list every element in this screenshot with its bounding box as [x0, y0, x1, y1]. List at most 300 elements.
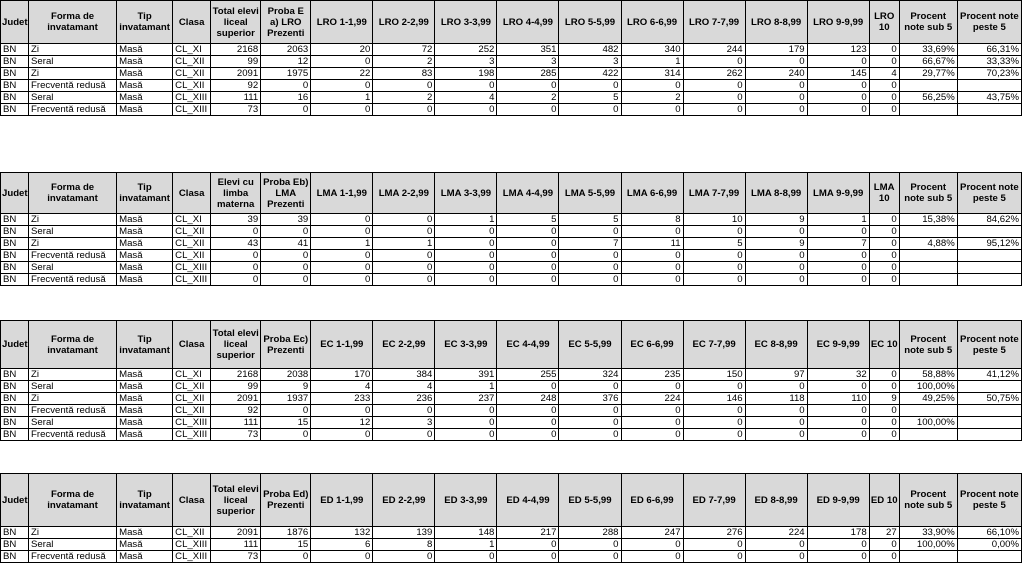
table-cell: 0	[435, 226, 497, 238]
table-cell: 9	[745, 238, 807, 250]
table-row	[1, 80, 1022, 92]
table-cell: 0	[869, 80, 899, 92]
column-header: Procent note peste 5	[957, 173, 1021, 214]
table-cell: 70,23%	[957, 68, 1021, 80]
table-cell: 0	[683, 381, 745, 393]
table-cell: Seral	[29, 381, 117, 393]
table-cell: Masă	[117, 262, 173, 274]
table-cell: CL_XII	[173, 226, 211, 238]
column-header: EC 2-2,99	[373, 321, 435, 369]
column-header: EC 7-7,99	[683, 321, 745, 369]
table-cell: 111	[211, 92, 261, 104]
table-cell: 0	[683, 539, 745, 551]
table-cell: 0	[559, 250, 621, 262]
table-cell: 8	[373, 539, 435, 551]
column-header: EC 9-9,99	[807, 321, 869, 369]
table-cell: 10	[683, 214, 745, 226]
table-cell: 224	[745, 527, 807, 539]
column-header: Elevi cu limba materna	[211, 173, 261, 214]
table-cell: 3	[373, 417, 435, 429]
table-cell: 1	[311, 238, 373, 250]
table-cell: 99	[211, 56, 261, 68]
table-cell: 0	[311, 56, 373, 68]
table-cell: BN	[1, 214, 29, 226]
column-header: LMA 6-6,99	[621, 173, 683, 214]
table-cell: 0	[559, 226, 621, 238]
table-cell: 83	[373, 68, 435, 80]
table-cell: 0	[807, 262, 869, 274]
table-cell: Masă	[117, 238, 173, 250]
table-cell: 0	[745, 417, 807, 429]
table-cell: 73	[211, 551, 261, 563]
column-header: Forma de invatamant	[29, 173, 117, 214]
table-row	[1, 250, 1022, 262]
table-cell: 20	[311, 44, 373, 56]
column-header: EC 8-8,99	[745, 321, 807, 369]
table-cell: 111	[211, 539, 261, 551]
table-cell: 0	[497, 262, 559, 274]
table-cell: 2	[373, 92, 435, 104]
column-header: LRO 9-9,99	[807, 1, 869, 44]
table-cell: BN	[1, 92, 29, 104]
table-cell: 0,00%	[957, 539, 1021, 551]
table-cell: CL_XIII	[173, 262, 211, 274]
table-cell: 0	[373, 80, 435, 92]
column-header: EC 4-4,99	[497, 321, 559, 369]
table-cell: 1	[435, 214, 497, 226]
table-cell	[899, 104, 957, 116]
table-cell: 118	[745, 393, 807, 405]
table-row	[1, 429, 1022, 441]
table-cell: Zi	[29, 369, 117, 381]
table-cell: CL_XII	[173, 381, 211, 393]
table-cell: 0	[869, 238, 899, 250]
table-cell: 0	[745, 80, 807, 92]
table-cell: 58,88%	[899, 369, 957, 381]
table-cell: 9	[869, 393, 899, 405]
column-header: Procent note sub 5	[899, 173, 957, 214]
table-row	[1, 539, 1022, 551]
table-cell: 324	[559, 369, 621, 381]
table-cell: Frecventă redusă	[29, 429, 117, 441]
column-header: ED 8-8,99	[745, 474, 807, 527]
table-cell: 0	[311, 226, 373, 238]
table-cell: 12	[311, 417, 373, 429]
column-header: Clasa	[173, 321, 211, 369]
table-cell: 0	[559, 405, 621, 417]
table-cell: 0	[621, 405, 683, 417]
table-cell: 0	[683, 262, 745, 274]
table-cell: 0	[435, 104, 497, 116]
table-cell: BN	[1, 369, 29, 381]
table-cell: BN	[1, 429, 29, 441]
table-cell: Masă	[117, 429, 173, 441]
table-cell: 0	[261, 551, 311, 563]
table-cell: 0	[435, 551, 497, 563]
table-cell: 288	[559, 527, 621, 539]
table-cell: 100,00%	[899, 539, 957, 551]
column-header: LRO 4-4,99	[497, 1, 559, 44]
table-cell: 1	[435, 539, 497, 551]
table-cell: 0	[261, 405, 311, 417]
column-header: Total elevi liceal superior	[211, 321, 261, 369]
table-cell: CL_XII	[173, 405, 211, 417]
table-cell: 123	[807, 44, 869, 56]
table-cell: Zi	[29, 44, 117, 56]
table-cell: 391	[435, 369, 497, 381]
column-header: Forma de invatamant	[29, 474, 117, 527]
table-cell: BN	[1, 381, 29, 393]
table-cell: 2168	[211, 369, 261, 381]
column-header: Total elevi liceal superior	[211, 1, 261, 44]
column-header: EC 3-3,99	[435, 321, 497, 369]
table-cell	[957, 381, 1021, 393]
table-cell: BN	[1, 551, 29, 563]
table-cell	[899, 429, 957, 441]
table-cell: CL_XI	[173, 369, 211, 381]
table-cell: 0	[807, 80, 869, 92]
column-header: LMA 3-3,99	[435, 173, 497, 214]
table-cell: 0	[211, 262, 261, 274]
column-header: LRO 5-5,99	[559, 1, 621, 44]
table-cell: 0	[261, 274, 311, 286]
table-cell: 0	[807, 539, 869, 551]
column-header: ED 6-6,99	[621, 474, 683, 527]
table-cell: 340	[621, 44, 683, 56]
table-cell: 41,12%	[957, 369, 1021, 381]
table-cell: 148	[435, 527, 497, 539]
column-header: Proba Eb) LMA Prezenti	[261, 173, 311, 214]
table-cell: BN	[1, 250, 29, 262]
column-header: LRO 8-8,99	[745, 1, 807, 44]
table-row	[1, 381, 1022, 393]
table-cell: CL_XIII	[173, 539, 211, 551]
table-cell: 0	[211, 250, 261, 262]
table-cell: 1	[621, 56, 683, 68]
table-cell: 11	[621, 238, 683, 250]
table-cell: 5	[559, 92, 621, 104]
table-cell: 0	[745, 262, 807, 274]
table-cell: 0	[497, 226, 559, 238]
column-header: Procent note peste 5	[957, 1, 1021, 44]
table-cell: Zi	[29, 238, 117, 250]
table-cell: 2038	[261, 369, 311, 381]
table-cell	[899, 262, 957, 274]
column-header: LMA 2-2,99	[373, 173, 435, 214]
column-header: LMA 7-7,99	[683, 173, 745, 214]
table-cell: 4,88%	[899, 238, 957, 250]
table-cell: 33,90%	[899, 527, 957, 539]
table-cell: 2	[373, 56, 435, 68]
table-cell: 0	[621, 262, 683, 274]
table-cell: 0	[869, 226, 899, 238]
column-header: EC 1-1,99	[311, 321, 373, 369]
column-header: LRO 3-3,99	[435, 1, 497, 44]
table-cell: BN	[1, 405, 29, 417]
table-cell: 0	[311, 214, 373, 226]
table-cell: 233	[311, 393, 373, 405]
table-cell: 3	[497, 56, 559, 68]
column-header: Forma de invatamant	[29, 1, 117, 44]
table-cell: 0	[745, 56, 807, 68]
table-cell: 0	[621, 429, 683, 441]
table-cell: Masă	[117, 104, 173, 116]
column-header: LMA 10	[869, 173, 899, 214]
column-header: LRO 2-2,99	[373, 1, 435, 44]
table-row	[1, 214, 1022, 226]
table-cell: 27	[869, 527, 899, 539]
table-cell: 0	[807, 92, 869, 104]
table-cell: Zi	[29, 68, 117, 80]
table-cell: 0	[261, 429, 311, 441]
table-cell: 248	[497, 393, 559, 405]
table-cell: 2168	[211, 44, 261, 56]
table-cell: 0	[621, 539, 683, 551]
table-cell: Masă	[117, 226, 173, 238]
table-cell: 0	[869, 417, 899, 429]
table-cell: 7	[559, 238, 621, 250]
table-cell: 0	[497, 417, 559, 429]
table-cell: 217	[497, 527, 559, 539]
table-cell: 1	[373, 238, 435, 250]
table-cell: 224	[621, 393, 683, 405]
table-cell: 2091	[211, 527, 261, 539]
table-cell: 0	[807, 381, 869, 393]
table-cell: 0	[559, 539, 621, 551]
table-cell	[957, 262, 1021, 274]
table-cell: Seral	[29, 539, 117, 551]
table-cell: 4	[435, 92, 497, 104]
table-cell: 139	[373, 527, 435, 539]
table-cell: CL_XII	[173, 527, 211, 539]
table-cell: CL_XII	[173, 393, 211, 405]
table-cell: 33,69%	[899, 44, 957, 56]
table-cell	[957, 226, 1021, 238]
table-cell: 0	[621, 381, 683, 393]
table-cell: 15	[261, 539, 311, 551]
column-header: Proba Ed) Prezenti	[261, 474, 311, 527]
table-cell: 3	[559, 56, 621, 68]
ec-results-table	[0, 320, 1022, 441]
table-cell	[899, 405, 957, 417]
table-cell: 1	[807, 214, 869, 226]
table-cell: 0	[497, 104, 559, 116]
table-row	[1, 417, 1022, 429]
table-cell: 22	[311, 68, 373, 80]
table-cell: Masă	[117, 381, 173, 393]
table-cell: 0	[807, 429, 869, 441]
table-cell: 97	[745, 369, 807, 381]
table-cell: 351	[497, 44, 559, 56]
table-cell: 0	[869, 56, 899, 68]
table-cell: 0	[745, 429, 807, 441]
table-cell: 0	[559, 417, 621, 429]
table-cell: 145	[807, 68, 869, 80]
table-cell: 0	[683, 80, 745, 92]
table-cell: 29,77%	[899, 68, 957, 80]
table-cell: 50,75%	[957, 393, 1021, 405]
table-cell: 0	[497, 238, 559, 250]
table-cell: 1937	[261, 393, 311, 405]
table-cell: 0	[373, 226, 435, 238]
table-cell: CL_XIII	[173, 104, 211, 116]
table-cell	[957, 104, 1021, 116]
table-cell: 0	[869, 262, 899, 274]
table-cell: 0	[683, 405, 745, 417]
table-cell: 0	[261, 226, 311, 238]
table-cell: 110	[807, 393, 869, 405]
table-cell: 422	[559, 68, 621, 80]
table-cell: 2	[621, 92, 683, 104]
table-cell: 132	[311, 527, 373, 539]
table-cell: 0	[497, 405, 559, 417]
table-cell: CL_XII	[173, 68, 211, 80]
table-cell: 0	[869, 405, 899, 417]
table-cell: 84,62%	[957, 214, 1021, 226]
column-header: LRO 7-7,99	[683, 1, 745, 44]
table-cell: BN	[1, 417, 29, 429]
table-cell: BN	[1, 104, 29, 116]
table-cell: 285	[497, 68, 559, 80]
table-cell: Zi	[29, 214, 117, 226]
table-cell: 73	[211, 104, 261, 116]
table-cell: CL_XIII	[173, 551, 211, 563]
table-cell: 0	[807, 551, 869, 563]
table-cell: 0	[621, 80, 683, 92]
table-cell: 247	[621, 527, 683, 539]
column-header: Total elevi liceal superior	[211, 474, 261, 527]
table-cell: 39	[211, 214, 261, 226]
table-cell: 56,25%	[899, 92, 957, 104]
table-cell: BN	[1, 44, 29, 56]
table-cell: 0	[683, 92, 745, 104]
column-header: Judet	[1, 1, 29, 44]
table-cell: 0	[435, 274, 497, 286]
table-cell: 0	[311, 250, 373, 262]
table-cell: 9	[261, 381, 311, 393]
table-cell: 0	[497, 250, 559, 262]
table-cell: 0	[745, 92, 807, 104]
table-cell: 0	[745, 381, 807, 393]
header-row	[1, 173, 1022, 214]
table-cell: 2091	[211, 68, 261, 80]
table-cell: 0	[807, 405, 869, 417]
table-cell: CL_XII	[173, 238, 211, 250]
header-row	[1, 1, 1022, 44]
column-header: Clasa	[173, 1, 211, 44]
column-header: LMA 1-1,99	[311, 173, 373, 214]
table-cell: 0	[869, 369, 899, 381]
column-header: Judet	[1, 173, 29, 214]
table-cell: Masă	[117, 274, 173, 286]
table-cell: 16	[261, 92, 311, 104]
table-cell: 0	[807, 226, 869, 238]
column-header: ED 7-7,99	[683, 474, 745, 527]
table-cell: 0	[683, 417, 745, 429]
table-cell	[957, 274, 1021, 286]
table-row	[1, 238, 1022, 250]
table-cell: 2091	[211, 393, 261, 405]
table-cell: 0	[435, 80, 497, 92]
table-cell: 15	[261, 417, 311, 429]
table-cell: 252	[435, 44, 497, 56]
table-cell: 0	[559, 262, 621, 274]
table-cell	[957, 417, 1021, 429]
column-header: Tip invatamant	[117, 173, 173, 214]
table-cell: CL_XII	[173, 56, 211, 68]
table-cell: 4	[869, 68, 899, 80]
table-cell: 1	[435, 381, 497, 393]
table-cell: BN	[1, 393, 29, 405]
table-cell: 0	[683, 429, 745, 441]
table-cell: 0	[621, 226, 683, 238]
table-cell: 0	[373, 214, 435, 226]
table-cell: 0	[497, 551, 559, 563]
table-cell: 255	[497, 369, 559, 381]
table-cell: BN	[1, 80, 29, 92]
table-cell: 0	[745, 226, 807, 238]
table-cell: 0	[683, 250, 745, 262]
table-cell: 0	[497, 80, 559, 92]
column-header: Forma de invatamant	[29, 321, 117, 369]
table-cell: CL_XI	[173, 214, 211, 226]
table-row	[1, 369, 1022, 381]
table-cell: Zi	[29, 527, 117, 539]
table-cell: Masă	[117, 417, 173, 429]
table-cell: 0	[311, 405, 373, 417]
column-header: Clasa	[173, 173, 211, 214]
table-cell: 8	[621, 214, 683, 226]
table-cell: 0	[311, 104, 373, 116]
table-cell: 32	[807, 369, 869, 381]
table-cell: 0	[869, 92, 899, 104]
table-cell: Masă	[117, 393, 173, 405]
table-cell: Masă	[117, 405, 173, 417]
table-row	[1, 405, 1022, 417]
table-cell: Seral	[29, 226, 117, 238]
table-cell: 0	[559, 429, 621, 441]
table-cell: 0	[621, 274, 683, 286]
table-cell: 66,10%	[957, 527, 1021, 539]
table-cell: Masă	[117, 56, 173, 68]
lro-results-table	[0, 0, 1022, 116]
table-cell: 0	[745, 551, 807, 563]
table-cell: 0	[311, 274, 373, 286]
table-cell: 0	[869, 214, 899, 226]
table-cell: 5	[559, 214, 621, 226]
column-header: Procent note peste 5	[957, 321, 1021, 369]
table-cell: CL_XIII	[173, 429, 211, 441]
table-cell: 0	[261, 104, 311, 116]
table-row	[1, 274, 1022, 286]
table-row	[1, 527, 1022, 539]
table-cell: Frecventă redusă	[29, 80, 117, 92]
table-cell: 5	[683, 238, 745, 250]
table-cell: 0	[621, 104, 683, 116]
table-cell: 6	[311, 539, 373, 551]
table-cell: Masă	[117, 214, 173, 226]
table-cell: CL_XI	[173, 44, 211, 56]
column-header: ED 10	[869, 474, 899, 527]
table-cell: 9	[745, 214, 807, 226]
table-cell: 0	[869, 44, 899, 56]
column-header: Tip invatamant	[117, 321, 173, 369]
table-cell: 0	[683, 551, 745, 563]
table-cell: 0	[807, 104, 869, 116]
table-cell: 0	[311, 262, 373, 274]
header-row	[1, 474, 1022, 527]
table-row	[1, 44, 1022, 56]
